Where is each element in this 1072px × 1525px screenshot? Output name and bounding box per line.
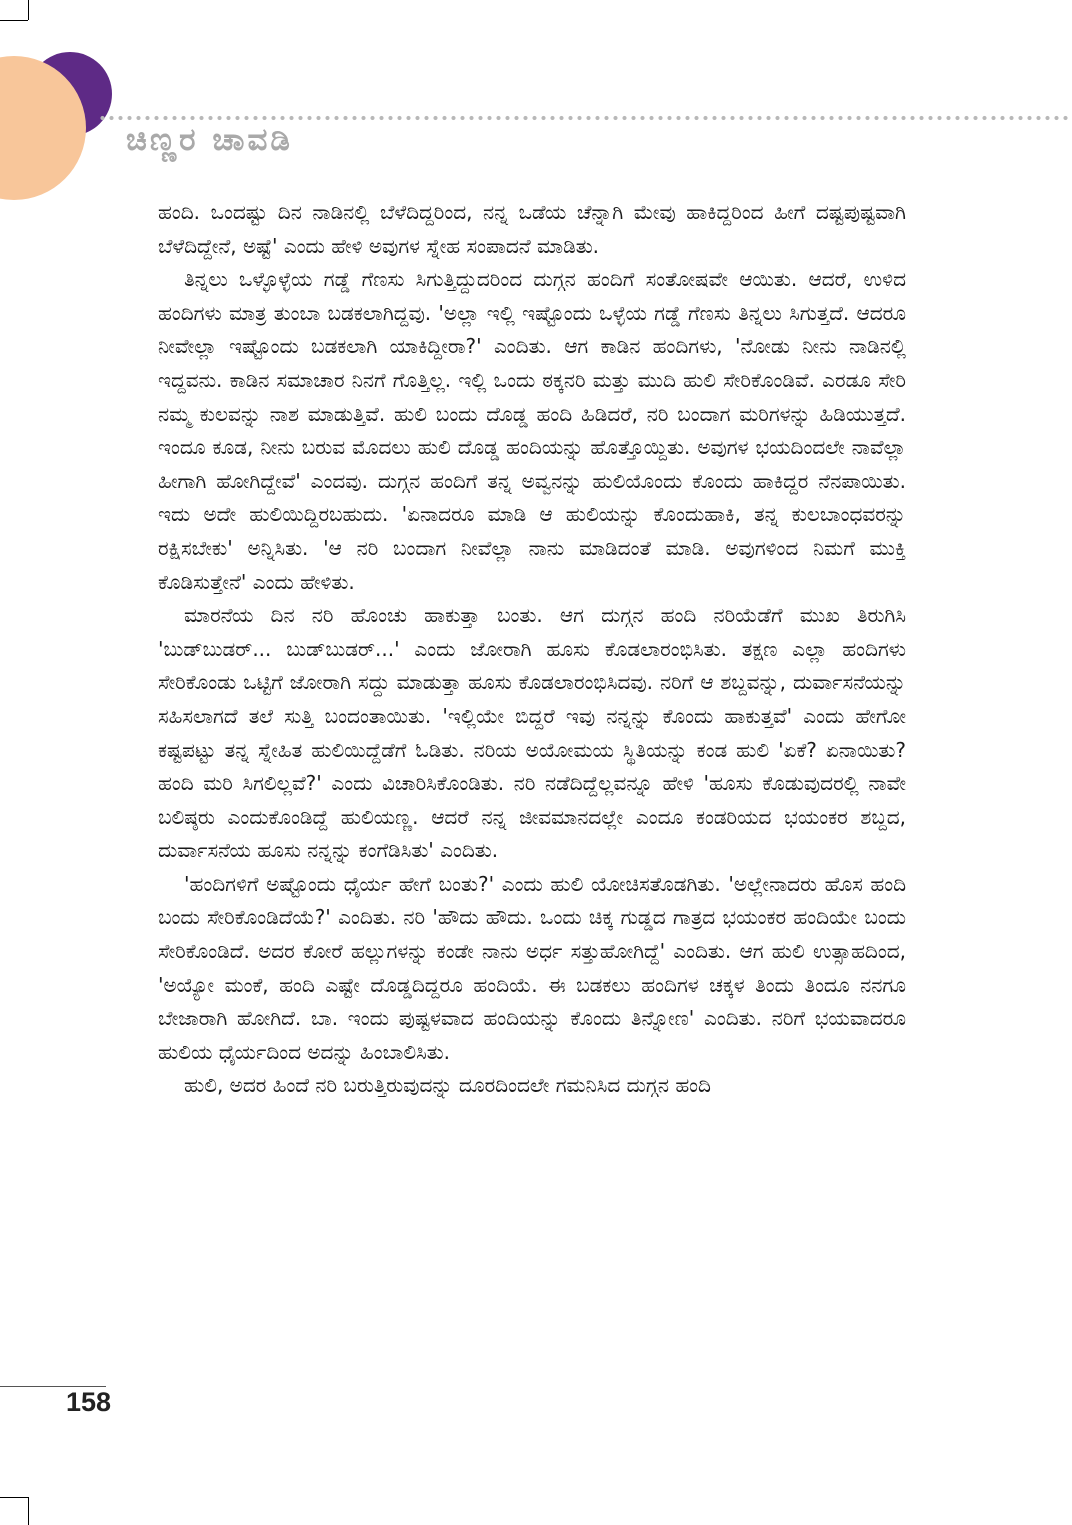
dotted-header-rule [98,115,1072,121]
crop-mark [28,1497,29,1525]
story-text [158,196,906,1103]
section-title: ಚಿಣ್ಣರ ಚಾವಡಿ [126,122,293,158]
paragraph: ಹುಲಿ, ಅದರ ಹಿಂದೆ ನರಿ ಬರುತ್ತಿರುವುದನ್ನು ದೂರದಿಂದಲೇ ಗಮನಿಸಿದ ದುಗ್ಗನ ಹಂದಿ [184,1073,711,1098]
crop-mark [0,20,28,21]
paragraph: ಮಾರನೆಯ ದಿನ ನರಿ ಹೊಂಚು ಹಾಕುತ್ತಾ ಬಂತು. ಆಗ ದುಗ್ಗನ ಹಂದಿ ನರಿಯೆಡೆಗೆ ಮುಖ ತಿರುಗಿಸಿ 'ಬುಡ್‌ಬುಡರ್... ಬುಡ್‌ಬುಡರ್...' ಎಂದು ಜೋರಾಗಿ ಹೂಸು ಕೊಡಲಾರಂಭಿಸಿತು. ತಕ್ಷಣ ಎಲ್ಲಾ ಹಂದಿಗಳು ಸೇರಿಕೊಂಡು ಒಟ್ಟಿಗೆ ಜೋರಾಗಿ ಸದ್ದು ಮಾಡುತ್ತಾ ಹೂಸು ಕೊಡಲಾರಂಭಿಸಿದವು. ನರಿಗೆ ಆ ಶಬ್ದವನ್ನು, ದುರ್ವಾಸನೆಯನ್ನು ಸಹಿಸಲಾಗದೆ ತಲೆ ಸುತ್ತಿ ಬಂದಂತಾಯಿತು. 'ಇಲ್ಲಿಯೇ ಬಿದ್ದರೆ ಇವು ನನ್ನನ್ನು ಕೊಂದು ಹಾಕುತ್ತವೆ' ಎಂದು ಹೇಗೋ ಕಷ್ಟಪಟ್ಟು ತನ್ನ ಸ್ನೇಹಿತ ಹುಲಿಯಿದ್ದೆಡೆಗೆ ಓಡಿತು. ನರಿಯ ಅಯೋಮಯ ಸ್ಥಿತಿಯನ್ನು ಕಂಡ ಹುಲಿ 'ಏಕೆ? ಏನಾಯಿತು? ಹಂದಿ ಮರಿ ಸಿಗಲಿಲ್ಲವೆ?' ಎಂದು ವಿಚಾರಿಸಿಕೊಂಡಿತು. ನರಿ ನಡೆದಿದ್ದೆಲ್ಲವನ್ನೂ ಹೇಳಿ 'ಹೂಸು ಕೊಡುವುದರಲ್ಲಿ ನಾವೇ ಬಲಿಷ್ಠರು ಎಂದುಕೊಂಡಿದ್ದೆ ಹುಲಿಯಣ್ಣ. ಆದರೆ ನನ್ನ ಜೀವಮಾನದಲ್ಲೇ ಎಂದೂ ಕಂಡರಿಯದ ಭಯಂಕರ ಶಬ್ದದ, ದುರ್ವಾಸನೆಯ ಹೂಸು ನನ್ನನ್ನು ಕಂಗೆಡಿಸಿತು' ಎಂದಿತು. [158,603,906,863]
paragraph: ತಿನ್ನಲು ಒಳ್ಳೊಳ್ಳೆಯ ಗಡ್ಡೆ ಗೆಣಸು ಸಿಗುತ್ತಿದ್ದುದರಿಂದ ದುಗ್ಗನ ಹಂದಿಗೆ ಸಂತೋಷವೇ ಆಯಿತು. ಆದರೆ, ಉಳಿದ ಹಂದಿಗಳು ಮಾತ್ರ ತುಂಬಾ ಬಡಕಲಾಗಿದ್ದವು. 'ಅಲ್ಲಾ ಇಲ್ಲಿ ಇಷ್ಟೊಂದು ಒಳ್ಳೆಯ ಗಡ್ಡೆ ಗೆಣಸು ತಿನ್ನಲು ಸಿಗುತ್ತದೆ. ಆದರೂ ನೀವೇಲ್ಲಾ ಇಷ್ಟೊಂದು ಬಡಕಲಾಗಿ ಯಾಕಿದ್ದೀರಾ?' ಎಂದಿತು. ಆಗ ಕಾಡಿನ ಹಂದಿಗಳು, 'ನೋಡು ನೀನು ನಾಡಿನಲ್ಲಿ ಇದ್ದವನು. ಕಾಡಿನ ಸಮಾಚಾರ ನಿನಗೆ ಗೊತ್ತಿಲ್ಲ. ಇಲ್ಲಿ ಒಂದು ಠಕ್ಕನರಿ ಮತ್ತು ಮುದಿ ಹುಲಿ ಸೇರಿಕೊಂಡಿವೆ. ಎರಡೂ ಸೇರಿ ನಮ್ಮ ಕುಲವನ್ನು ನಾಶ ಮಾಡುತ್ತಿವೆ. ಹುಲಿ ಬಂದು ದೊಡ್ಡ ಹಂದಿ ಹಿಡಿದರೆ, ನರಿ ಬಂದಾಗ ಮರಿಗಳನ್ನು ಹಿಡಿಯುತ್ತದೆ. ಇಂದೂ ಕೂಡ, ನೀನು ಬರುವ ಮೊದಲು ಹುಲಿ ದೊಡ್ಡ ಹಂದಿಯನ್ನು ಹೊತ್ತೊಯ್ದಿತು. ಅವುಗಳ ಭಯದಿಂದಲೇ ನಾವೆಲ್ಲಾ ಹೀಗಾಗಿ ಹೋಗಿದ್ದೇವೆ' ಎಂದವು. ದುಗ್ಗನ ಹಂದಿಗೆ ತನ್ನ ಅವ್ವನನ್ನು ಹುಲಿಯೊಂದು ಕೊಂದು ಹಾಕಿದ್ದರ ನೆನಪಾಯಿತು. ಇದು ಅದೇ ಹುಲಿಯಿದ್ದಿರಬಹುದು. 'ಏನಾದರೂ ಮಾಡಿ ಆ ಹುಲಿಯನ್ನು ಕೊಂದುಹಾಕಿ, ತನ್ನ ಕುಲಬಾಂಧವರನ್ನು ರಕ್ಷಿಸಬೇಕು' ಅನ್ನಿಸಿತು. 'ಆ ನರಿ ಬಂದಾಗ ನೀವೆಲ್ಲಾ ನಾನು ಮಾಡಿದಂತೆ ಮಾಡಿ. ಅವುಗಳಿಂದ ನಿಮಗೆ ಮುಕ್ತಿ ಕೊಡಿಸುತ್ತೇನೆ' ಎಂದು ಹೇಳಿತು. [158,267,906,594]
crop-mark [0,1497,28,1498]
crop-mark [28,0,29,20]
paragraph: 'ಹಂದಿಗಳಿಗೆ ಅಷ್ಟೊಂದು ಧೈರ್ಯ ಹೇಗೆ ಬಂತು?' ಎಂದು ಹುಲಿ ಯೋಚಿಸತೊಡಗಿತು. 'ಅಲ್ಲೇನಾದರು ಹೊಸ ಹಂದಿ ಬಂದು ಸೇರಿಕೊಂಡಿದೆಯೆ?' ಎಂದಿತು. ನರಿ 'ಹೌದು ಹೌದು. ಒಂದು ಚಿಕ್ಕ ಗುಡ್ಡದ ಗಾತ್ರದ ಭಯಂಕರ ಹಂದಿಯೇ ಬಂದು ಸೇರಿಕೊಂಡಿದೆ. ಅದರ ಕೋರೆ ಹಲ್ಲುಗಳನ್ನು ಕಂಡೇ ನಾನು ಅರ್ಧ ಸತ್ತುಹೋಗಿದ್ದೆ' ಎಂದಿತು. ಆಗ ಹುಲಿ ಉತ್ಸಾಹದಿಂದ, 'ಅಯ್ಯೋ ಮಂಕೆ, ಹಂದಿ ಎಷ್ಟೇ ದೊಡ್ಡದಿದ್ದರೂ ಹಂದಿಯೆ. ಈ ಬಡಕಲು ಹಂದಿಗಳ ಚಕ್ಕಳ ತಿಂದು ತಿಂದೂ ನನಗೂ ಬೇಜಾರಾಗಿ ಹೋಗಿದೆ. ಬಾ. ಇಂದು ಪುಷ್ಟಳವಾದ ಹಂದಿಯನ್ನು ಕೊಂದು ತಿನ್ನೋಣ' ಎಂದಿತು. ನರಿಗೆ ಭಯವಾದರೂ ಹುಲಿಯ ಧೈರ್ಯದಿಂದ ಅದನ್ನು ಹಿಂಬಾಲಿಸಿತು. [158,871,906,1064]
page-number: 158 [66,1387,112,1417]
paragraph: ಹಂದಿ. ಒಂದಷ್ಟು ದಿನ ನಾಡಿನಲ್ಲಿ ಬೆಳೆದಿದ್ದರಿಂದ, ನನ್ನ ಒಡೆಯ ಚೆನ್ನಾಗಿ ಮೇವು ಹಾಕಿದ್ದರಿಂದ ಹೀಗೆ ದಷ್ಟಪುಷ್ಟವಾಗಿ ಬೆಳೆದಿದ್ದೇನೆ, ಅಷ್ಟೆ' ಎಂದು ಹೇಳಿ ಅವುಗಳ ಸ್ನೇಹ ಸಂಪಾದನೆ ಮಾಡಿತು. [158,200,906,258]
